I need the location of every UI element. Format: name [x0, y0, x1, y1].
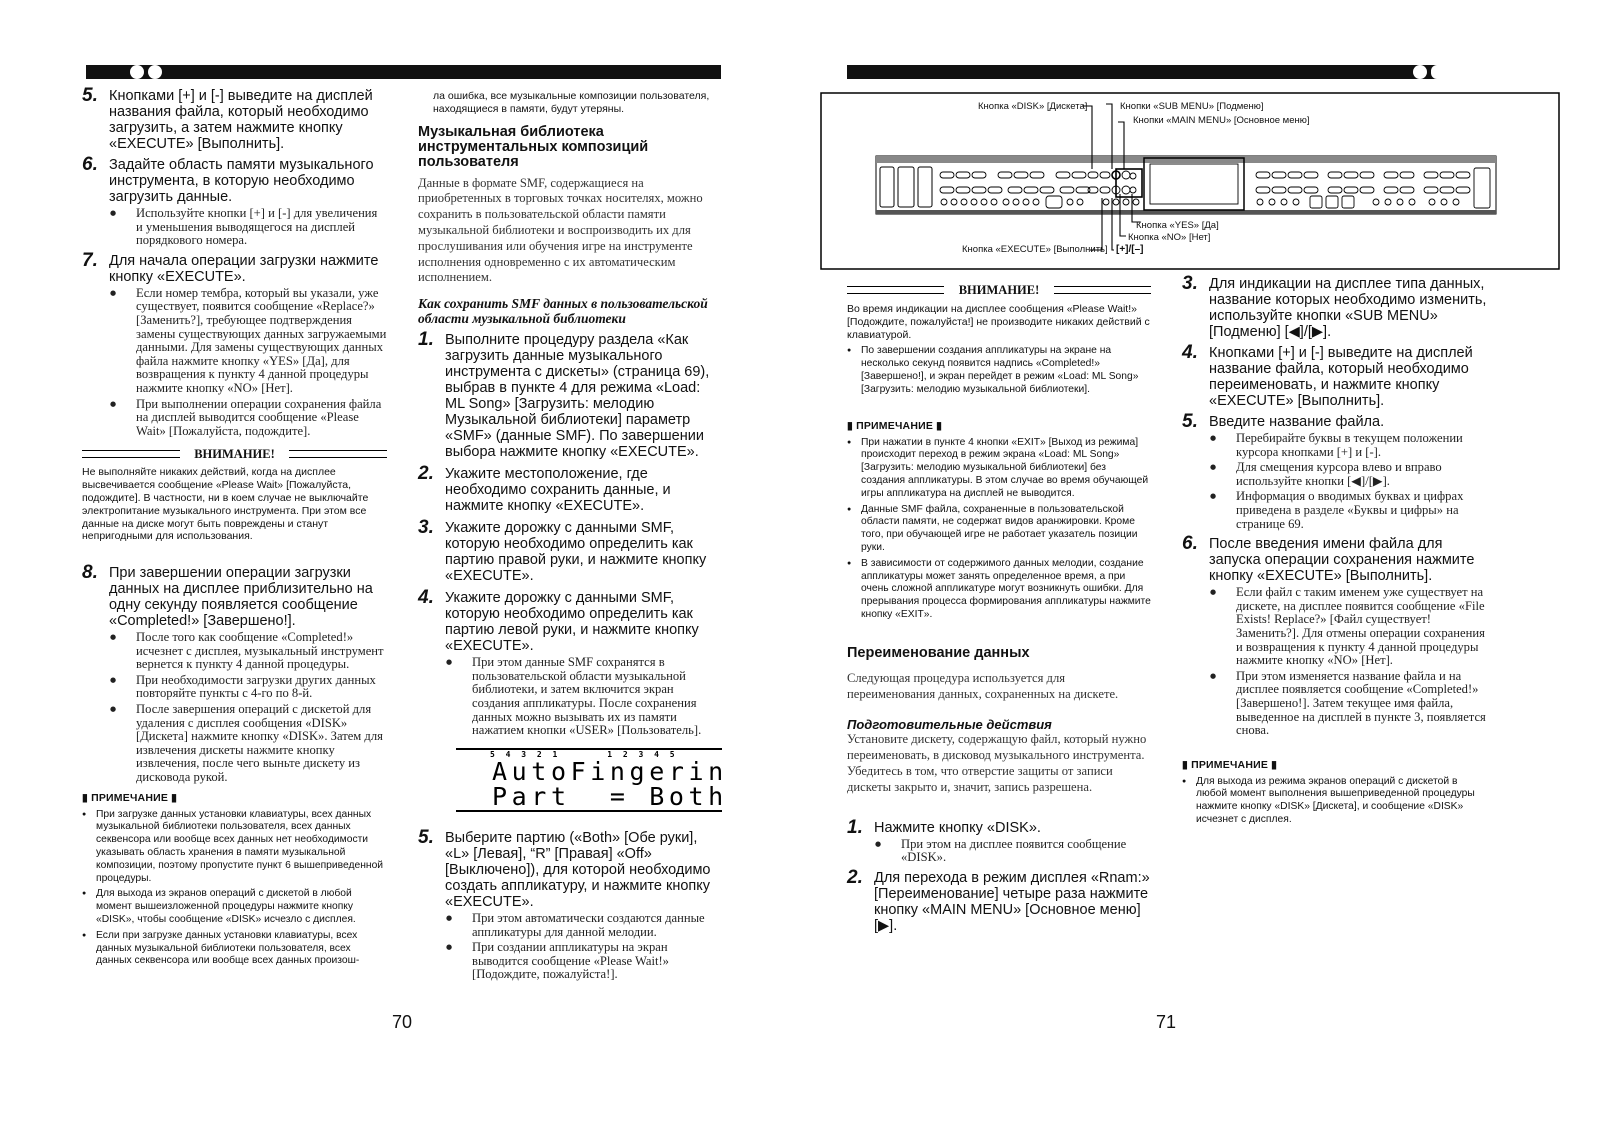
bullet: ● Если файл с таким именем уже существует на дискете, на дисплее появится сообщение «File Exists! Replace?» [Файл существует! Заменить?]. Для отмены операции сохранения и возвращения к пункту 4 данной процедуры нажмите кнопку «NO» [Нет]. [1209, 586, 1487, 668]
diagram-label-disk: Кнопка «DISK» [Дискета] [978, 101, 1088, 112]
note-item: ● Для выхода из экранов операций с дискетой в любой момент вышеизложенной процедуры нажмите кнопку «DISK», чтобы сообщение «DISK» исчезло с дисплея. [82, 888, 387, 926]
diagram-label-mainmenu: Кнопки «MAIN MENU» [Основное меню] [1133, 115, 1310, 126]
step-7: 7. Для начала операции загрузки нажмите кнопку «EXECUTE». ● Если номер тембра, который вы указали, уже существует, появится сообщение «Replace?» [Заменить?], требующее подтверждения замены существующих данных загружаемыми данными. Для замены существующих данных файла нажмите кнопку «YES» [Да], для возвращения к пункту 4 данной процедуры нажмите кнопку «NO» [Нет]. ● При выполнении операции сохранения файла на дисплей выводится сообщение «Please Wait» [Пожалуйста, подождите]. [82, 253, 387, 439]
diagram-label-plusminus: [+]/[–] [1116, 244, 1144, 255]
lcd-display [456, 748, 728, 812]
right-column-2 [1182, 273, 1487, 830]
subheading: Как сохранить SMF данных в пользовательской области музыкальной библиотеки [418, 296, 708, 327]
bullet: ● Перебирайте буквы в текущем положении курсора кнопками [+] и [-]. [1209, 432, 1487, 459]
step-6: 6. Задайте область памяти музыкального инструмента, в которую необходимо загрузить данные. ● Используйте кнопки [+] и [-] для увеличения и уменьшения выводящегося на дисплей порядкового номера. [82, 157, 387, 248]
note-item: ● При загрузке данных установки клавиатуры, всех данных музыкальной библиотеки пользователя, всех данных секвенсора или вообще всех данных нет необходимости указывать область хранения в памяти музыкальной композиции, поэтому пропустите пункт 6 вышеприведенной процедуры. [82, 809, 387, 886]
step-5: 5. Введите название файла. ● Перебирайте буквы в текущем положении курсора кнопками [+] и [-]. ● Для смещения курсора влево и вправо используйте кнопки [◀]/[▶]. ● Информация о вводимых буквах и цифрах приведена в разделе «Буквы и цифры» на странице 69. [1182, 414, 1487, 531]
step-1: 1. Нажмите кнопку «DISK». ● При этом на дисплее появится сообщение «DISK». [847, 820, 1151, 865]
bullet: ● Информация о вводимых буквах и цифрах приведена в разделе «Буквы и цифры» на странице 69. [1209, 490, 1487, 531]
note-title: ▮ ПРИМЕЧАНИЕ ▮ [1182, 758, 1278, 771]
lcd-digits: 5 4 3 2 1 1 2 3 4 5 [490, 750, 678, 759]
step-2: 2. Для перехода в режим дисплея «Rnam:» [Переименование] четыре раза нажмите кнопку «MAIN MENU» [Основное меню] [▶]. [847, 866, 1150, 934]
step-8: 8. При завершении операции загрузки данных на дисплее приблизительно на одну секунду появляется сообщение «Completed!» [Завершено!]. ● После того как сообщение «Completed!» исчезнет с дисплея, музыкальный инструмент вернется к пункту 4 данной процедуры. ● При необходимости загрузки других данных повторяйте пункты с 4-го по 8-й. ● После завершения операций с дискетой для удаления с дисплея сообщения «DISK» [Дискета] нажмите кнопку «DISK». Затем для извлечения дискеты нажмите кнопку извлечения, после чего выньте дискету из дисковода рукой. [82, 565, 387, 785]
diagram-label-no: Кнопка «NO» [Нет] [1128, 232, 1211, 243]
note-item: ● По завершении создания аппликатуры на экране на несколько секунд появится надпись «Completed!» [Завершено!], и экран перейдет в режим «Load: ML Song» [Загрузить: мелодию музыкальной библиотеки]. [847, 345, 1151, 396]
bullet: ● При этом изменяется название файла и на дисплее появляется сообщение «Completed!» [Завершено!]. Затем текущее имя файла, выведенное на дисплей в пункте 3, появляется снова. [1209, 670, 1487, 738]
left-column-2-bottom [418, 827, 723, 987]
note-item: ● Если при загрузке данных установки клавиатуры, всех данных музыкальной библиотеки пользователя, всех данных секвенсора или вообще всех данных произош- [82, 930, 387, 968]
step-4: 4. Укажите дорожку с данными SMF, которую необходимо определить как партию левой руки, и нажмите кнопку «EXECUTE». ● При этом данные SMF сохранятся в пользовательской области музыкальной библиотеки, и затем включится экран создания аппликатуры. После сохранения данных можно вызывать их из памяти нажатием кнопки «USER» [Пользователь]. [418, 590, 723, 738]
step-5b: 5. Выберите партию («Both» [Обе руки], «L» [Левая], “R” [Правая] «Off» [Выключено]), для которой необходимо создать аппликатуру, и нажмите кнопку «EXECUTE». ● При этом автоматически создаются данные аппликатуры для данной мелодии. ● При создании аппликатуры на экран выводится сообщение «Please Wait!» [Подождите, пожалуйста!]. [418, 830, 723, 982]
step-5: 5. Кнопками [+] и [-] выведите на дисплей названия файла, который необходимо загрузить, а затем нажмите кнопку «EXECUTE» [Выполнить]. [82, 85, 373, 152]
section-paragraph: Следующая процедура используется для переименования данных, сохраненных на дискете. [847, 670, 1119, 701]
diagram-label-submenu: Кнопки «SUB MENU» [Подменю] [1120, 101, 1264, 112]
header-bar [86, 65, 721, 79]
section-heading: Музыкальная библиотека инструментальных композиций пользователя [418, 123, 649, 170]
section-paragraph: Данные в формате SMF, содержащиеся на приобретенных в торговых точках носителях, можно сохранить в пользовательской области памяти музыкальной библиотеки и воспроизводить их для прослушивания или обучения игре на инструменте исполнения одновременно с их автоматическим исполнением. [418, 175, 703, 285]
note-title: ▮ ПРИМЕЧАНИЕ ▮ [847, 419, 943, 432]
note-title: ▮ ПРИМЕЧАНИЕ ▮ [82, 791, 178, 804]
bullet: ● При выполнении операции сохранения файла на дисплей выводится сообщение «Please Wait» [Пожалуйста, подождите]. [109, 398, 387, 439]
step-4: 4. Кнопками [+] и [-] выведите на дисплей название файла, который необходимо переименовать, и нажмите кнопку «EXECUTE» [Выполнить]. [1182, 342, 1473, 409]
left-column-1 [82, 85, 387, 971]
section-heading: Переименование данных [847, 644, 1030, 661]
bullet: ● После того как сообщение «Completed!» исчезнет с дисплея, музыкальный инструмент вернется к пункту 4 данной процедуры. [109, 631, 387, 672]
step-2: 2. Укажите местоположение, где необходимо сохранить данные, и нажмите кнопку «EXECUTE». [418, 463, 671, 515]
step-3: 3. Для индикации на дисплее типа данных, название которых необходимо изменить, используйте кнопки «SUB MENU» [Подменю] [◀]/[▶]. [1182, 273, 1487, 340]
page-number: 70 [392, 1012, 413, 1032]
warning-text: Во время индикации на дисплее сообщения «Please Wait!» [Подождите, пожалуйста!] не производите никаких действий с клавиатурой. [847, 303, 1150, 341]
page-number: 71 [1156, 1012, 1177, 1032]
warning-title: ВНИМАНИЕ! [82, 446, 387, 462]
prep-paragraph: Установите дискету, содержащую файл, который нужно переименовать, в дисковод музыкального инструмента. Убедитесь в том, что отверстие защиты от записи дискеты закрыто и, значит, запись разрешена. [847, 732, 1147, 794]
bullet: ● После завершения операций с дискетой для удаления с дисплея сообщения «DISK» [Дискета] нажмите кнопку «DISK». Затем для извлечения дискеты нажмите кнопку извлечения, после чего выньте дискету из дисковода рукой. [109, 703, 387, 785]
step-1: 1. Выполните процедуру раздела «Как загрузить данные музыкального инструмента с дискеты» (страница 69), выбрав в пункте 4 для режима «Load: ML Song» [Загрузить: мелодию Музыкальной библиотеки] параметр «SMF» (данные SMF). По завершении выбора нажмите кнопку «EXECUTE». [418, 329, 710, 461]
continued-text: ла ошибка, все музыкальные композиции пользователя, находящиеся в памяти, будут утеряны. [433, 90, 710, 115]
lcd-line-2: Part = Both [492, 782, 728, 811]
step-3: 3. Укажите дорожку с данными SMF, которую необходимо определить как партию правой руки, и нажмите кнопку «EXECUTE». [418, 517, 707, 585]
warning-text: Не выполняйте никаких действий, когда на дисплее высвечивается сообщение «Please Wait» [Пожалуйста, подождите]. В частности, ни в коем случае не выключайте электропитание музыкального инструмента. При этом все данные на диске могут быть повреждены и станут непригодными для использования. [82, 466, 369, 543]
step-6: 6. После введения имени файла для запуска операции сохранения нажмите кнопку «EXECUTE» [Выполнить]. ● Если файл с таким именем уже существует на дискете, на дисплее появится сообщение «File Exists! Replace?» [Файл существует! Заменить?]. Для отмены операции сохранения и возвращения к пункту 4 данной процедуры нажмите кнопку «NO» [Нет]. ● При этом изменяется название файла и на дисплее появляется сообщение «Completed!» [Завершено!]. Затем текущее имя файла, выведенное на дисплей в пункте 3, появляется снова. [1182, 536, 1487, 738]
note-item: ● Данные SMF файла, сохраненные в пользовательской области памяти, не содержат видов аранжировки. Кроме того, при обучающей игре не работает указатель позиции руки. [847, 504, 1151, 555]
bullet: ● При этом данные SMF сохранятся в пользовательской области музыкальной библиотеки, и затем включится экран создания аппликатуры. После сохранения данных можно вызывать их из памяти нажатием кнопки «USER» [Пользователь]. [445, 656, 723, 738]
warning-title: ВНИМАНИЕ! [847, 282, 1151, 298]
header-bar [847, 65, 1437, 79]
diagram-label-yes: Кнопка «YES» [Да] [1136, 220, 1219, 231]
note-item: ● Для выхода из режима экранов операций с дискетой в любой момент выполнения вышеприведенной процедуры нажмите кнопку «DISK» [Дискета], и сообщение «DISK» исчезнет с дисплея. [1182, 776, 1487, 827]
bullet: ● Если номер тембра, который вы указали, уже существует, появится сообщение «Replace?» [Заменить?], требующее подтверждения замены существующих данных загружаемыми данными. Для замены существующих данных файла нажмите кнопку «YES» [Да], для возвращения к пункту 4 данной процедуры нажмите кнопку «NO» [Нет]. [109, 287, 387, 396]
subheading: Подготовительные действия [847, 717, 1052, 733]
lcd-line-1: AutoFingerin [492, 757, 728, 786]
bullet: ● Для смещения курсора влево и вправо используйте кнопки [◀]/[▶]. [1209, 461, 1487, 488]
bullet: ● Используйте кнопки [+] и [-] для увеличения и уменьшения выводящегося на дисплей порядкового номера. [109, 207, 387, 248]
bullet: ● При необходимости загрузки других данных повторяйте пункты с 4-го по 8-й. [109, 674, 387, 701]
bullet: ● При создании аппликатуры на экран выводится сообщение «Please Wait!» [Подождите, пожалуйста!]. [445, 941, 723, 982]
bullet: ● При этом автоматически создаются данные аппликатуры для данной мелодии. [445, 912, 723, 939]
right-column-1 [847, 282, 1151, 939]
bullet: ● При этом на дисплее появится сообщение «DISK». [874, 838, 1151, 865]
note-item: ● При нажатии в пункте 4 кнопки «EXIT» [Выход из режима] происходит переход в режим экрана «Load: ML Song» [Загрузить: мелодию музыкальной библиотеки] без создания аппликатуры. В этом случае во время обучающей игры аппликатура на дисплей не выводится. [847, 437, 1151, 501]
note-item: ● В зависимости от содержимого данных мелодии, создание аппликатуры может занять определенное время, а при очень сложной аппликатуре могут возникнуть ошибки. Для прерывания процесса формирования аппликатуры нажмите кнопку «EXIT». [847, 558, 1151, 622]
left-column-2 [418, 90, 723, 743]
diagram-label-execute: Кнопка «EXECUTE» [Выполнить] [962, 244, 1108, 255]
